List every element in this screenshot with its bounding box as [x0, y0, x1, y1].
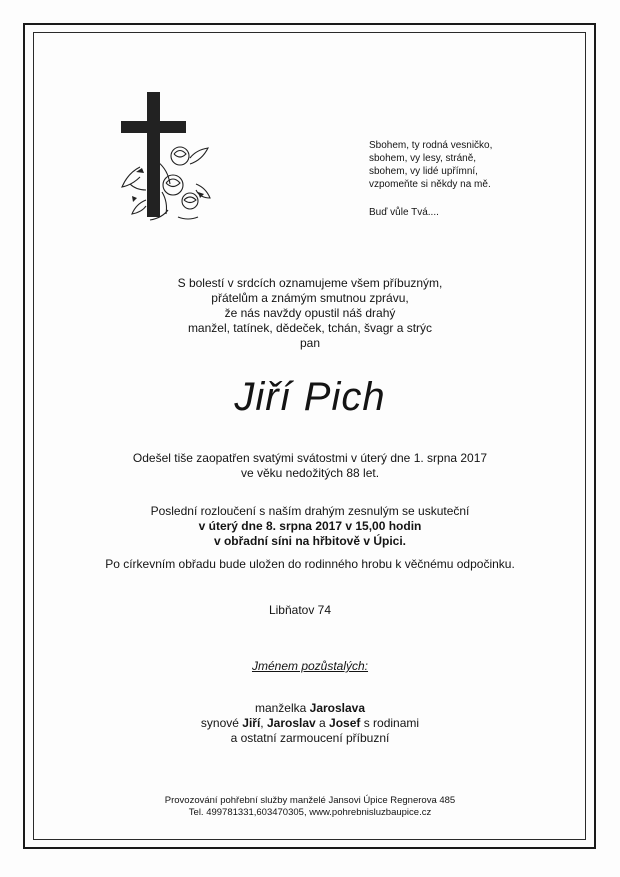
survivor-wife-name: Jaroslava: [309, 701, 366, 715]
cross-with-roses-icon: [118, 92, 213, 227]
announcement-line-1: S bolestí v srdcích oznamujeme všem příbuzným,: [177, 276, 443, 290]
survivors-line-3: a ostatní zarmoucení příbuzní: [230, 731, 390, 745]
poem-line-2: sbohem, vy lesy, stráně,: [369, 153, 477, 164]
death-info-line-1: Odešel tiše zaopatřen svatými svátostmi v úterý dne 1. srpna 2017: [132, 451, 488, 465]
survivors-line-2: [110, 716, 510, 731]
survivor-son-2: Jaroslav: [266, 716, 316, 730]
address: Libňatov 74: [268, 603, 332, 617]
survivors-line-1: [110, 701, 510, 716]
announcement-line-5: pan: [299, 336, 321, 350]
footer-line-2: Tel. 499781331,603470305, www.pohrebnisluzbaupice.cz: [188, 807, 432, 818]
survivor-son-3: Josef: [329, 716, 361, 730]
footer-line-1: Provozování pohřební služby manželé Jansovi Úpice Regnerova 485: [164, 795, 456, 806]
deceased-name: Jiří Pich: [234, 375, 386, 419]
announcement-line-3: že nás navždy opustil náš drahý: [224, 306, 396, 320]
farewell-where: v obřadní síni na hřbitově v Úpici.: [213, 534, 407, 548]
poem-line-1: Sbohem, ty rodná vesničko,: [369, 140, 493, 151]
survivors-line-2-suffix: s rodinami: [360, 716, 420, 730]
survivors-sep-1: ,: [260, 716, 267, 730]
poem-line-3: sbohem, vy lidé upřímní,: [369, 166, 478, 177]
announcement-line-4: manžel, tatínek, dědeček, tchán, švagr a strýc: [187, 321, 433, 335]
poem-closing: Buď vůle Tvá....: [369, 207, 439, 218]
announcement-line-2: přátelům a známým smutnou zprávu,: [211, 291, 409, 305]
survivor-son-1: Jiří: [242, 716, 261, 730]
poem-line-4: vzpomeňte si někdy na mě.: [369, 179, 491, 190]
farewell-when: v úterý dne 8. srpna 2017 v 15,00 hodin: [198, 519, 422, 533]
farewell-intro: Poslední rozloučení s naším drahým zesnulým se uskuteční: [150, 504, 470, 518]
survivors-line-1-prefix: manželka: [254, 701, 310, 715]
death-info-line-2: ve věku nedožitých 88 let.: [240, 466, 380, 480]
burial-note: Po církevním obřadu bude uložen do rodinného hrobu k věčnému odpočinku.: [105, 557, 515, 571]
survivors-line-2-prefix: synové: [200, 716, 243, 730]
survivors-sep-2: a: [315, 716, 330, 730]
on-behalf-heading: Jménem pozůstalých:: [251, 659, 369, 673]
